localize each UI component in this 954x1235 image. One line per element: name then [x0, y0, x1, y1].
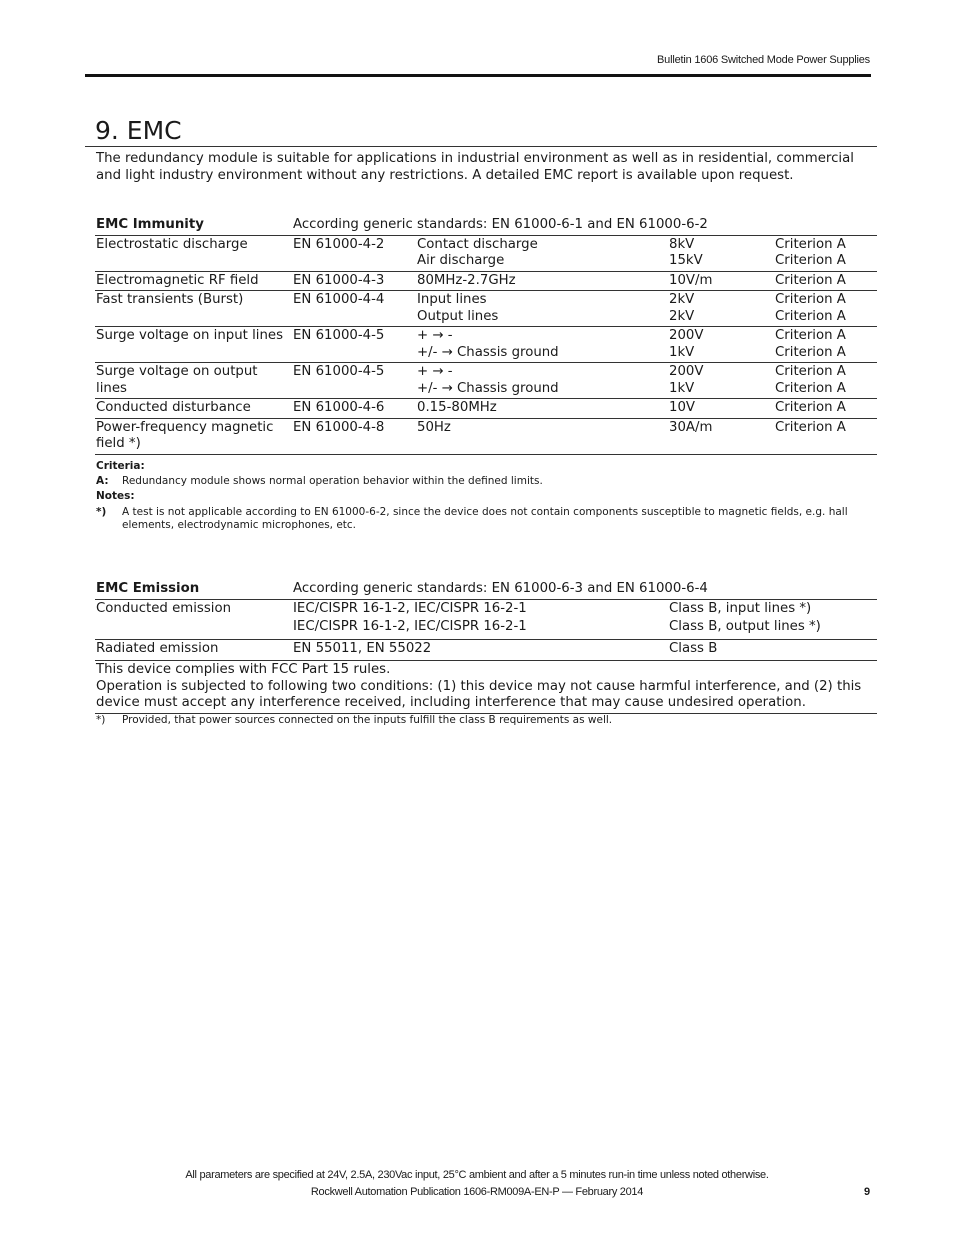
immunity-heading: EMC Immunity	[96, 217, 204, 232]
test-name: Electrostatic discharge	[95, 235, 292, 271]
test-name: Fast transients (Burst)	[95, 291, 292, 327]
test-condition: Input lines Output lines	[416, 291, 668, 327]
test-condition: 50Hz	[416, 418, 668, 454]
immunity-subheading: According generic standards: EN 61000-6-1 and EN 61000-6-2	[293, 217, 708, 232]
emc-emission-table	[95, 580, 877, 714]
intro-paragraph: The redundancy module is suitable for applications in industrial environment as well as in residential, commercial and light industry environment without any restrictions. A detailed EMC report is available upon request.	[96, 151, 854, 183]
page-number: 9	[864, 1186, 871, 1198]
criteria-label: Criteria:	[96, 460, 145, 472]
test-level: 10V/m	[668, 271, 774, 291]
emission-subheading: According generic standards: EN 61000-6-3 and EN 61000-6-4	[293, 581, 708, 596]
section-title: 9. EMC	[95, 116, 182, 145]
test-standard: EN 61000-4-8	[292, 418, 416, 454]
emission-class: Class B	[668, 639, 877, 661]
immunity-row	[95, 399, 877, 419]
immunity-row	[95, 291, 877, 327]
test-criterion: Criterion A	[774, 399, 877, 419]
immunity-header-row	[95, 216, 877, 235]
test-condition: 0.15-80MHz	[416, 399, 668, 419]
emission-header-row	[95, 580, 877, 599]
immunity-row	[95, 363, 877, 399]
notes-label: Notes:	[96, 490, 135, 502]
emission-name: Conducted emission	[95, 599, 292, 639]
emission-standard: IEC/CISPR 16-1-2, IEC/CISPR 16-2-1 IEC/CISPR 16-1-2, IEC/CISPR 16-2-1	[292, 599, 668, 639]
emc-immunity-table	[95, 216, 877, 455]
immunity-row	[95, 327, 877, 363]
test-condition: + → - +/- → Chassis ground	[416, 363, 668, 399]
footer-publication: Rockwell Automation Publication 1606-RM009A-EN-P — February 2014	[310, 1186, 644, 1198]
test-criterion: Criterion A Criterion A	[774, 291, 877, 327]
test-name: Electromagnetic RF field	[95, 271, 292, 291]
emission-class: Class B, input lines *) Class B, output lines *)	[668, 599, 877, 639]
test-level: 10V	[668, 399, 774, 419]
test-standard: EN 61000-4-2	[292, 235, 416, 271]
test-criterion: Criterion A Criterion A	[774, 235, 877, 271]
footer-conditions: All parameters are specified at 24V, 2.5A, 230Vac input, 25°C ambient and after a 5 minutes run-in time unless noted otherwise.	[185, 1169, 769, 1181]
immunity-row	[95, 418, 877, 454]
emission-name: Radiated emission	[95, 639, 292, 661]
emission-row	[95, 639, 877, 661]
test-criterion: Criterion A Criterion A	[774, 363, 877, 399]
test-level: 30A/m	[668, 418, 774, 454]
test-criterion: Criterion A	[774, 271, 877, 291]
criteria-a: A: Redundancy module shows normal operation behavior within the defined limits.	[96, 475, 543, 487]
immunity-note: *) A test is not applicable according to EN 61000-6-2, since the device does not contain components susceptible to magnetic fields, e.g. hall elements, electrodynamic microphones, etc.	[96, 506, 848, 531]
test-standard: EN 61000-4-5	[292, 363, 416, 399]
test-standard: EN 61000-4-5	[292, 327, 416, 363]
test-level: 2kV 2kV	[668, 291, 774, 327]
section-title-rule	[85, 146, 877, 147]
test-standard: EN 61000-4-6	[292, 399, 416, 419]
test-name: Power-frequency magnetic field *)	[95, 418, 292, 454]
header-rule	[85, 74, 871, 77]
emission-heading: EMC Emission	[96, 581, 200, 596]
test-level: 8kV 15kV	[668, 235, 774, 271]
test-criterion: Criterion A Criterion A	[774, 327, 877, 363]
test-name: Conducted disturbance	[95, 399, 292, 419]
running-header: Bulletin 1606 Switched Mode Power Supplies	[657, 54, 870, 66]
test-condition: + → - +/- → Chassis ground	[416, 327, 668, 363]
test-level: 200V 1kV	[668, 327, 774, 363]
immunity-row	[95, 271, 877, 291]
test-name: Surge voltage on input lines	[95, 327, 292, 363]
test-condition: 80MHz-2.7GHz	[416, 271, 668, 291]
test-name: Surge voltage on output lines	[95, 363, 292, 399]
fcc-row	[95, 661, 877, 714]
test-level: 200V 1kV	[668, 363, 774, 399]
emission-standard: EN 55011, EN 55022	[292, 639, 668, 661]
test-standard: EN 61000-4-3	[292, 271, 416, 291]
test-standard: EN 61000-4-4	[292, 291, 416, 327]
emission-note: *) Provided, that power sources connected on the inputs fulfill the class B requirements as well.	[96, 714, 613, 726]
fcc-statement: This device complies with FCC Part 15 rules. Operation is subjected to following two conditions: (1) this device may not cause harmful interference, and (2) this device must accept any interference received, including interference that may cause undesired operation.	[95, 661, 877, 714]
emission-row	[95, 599, 877, 639]
test-condition: Contact discharge Air discharge	[416, 235, 668, 271]
immunity-row	[95, 235, 877, 271]
test-criterion: Criterion A	[774, 418, 877, 454]
